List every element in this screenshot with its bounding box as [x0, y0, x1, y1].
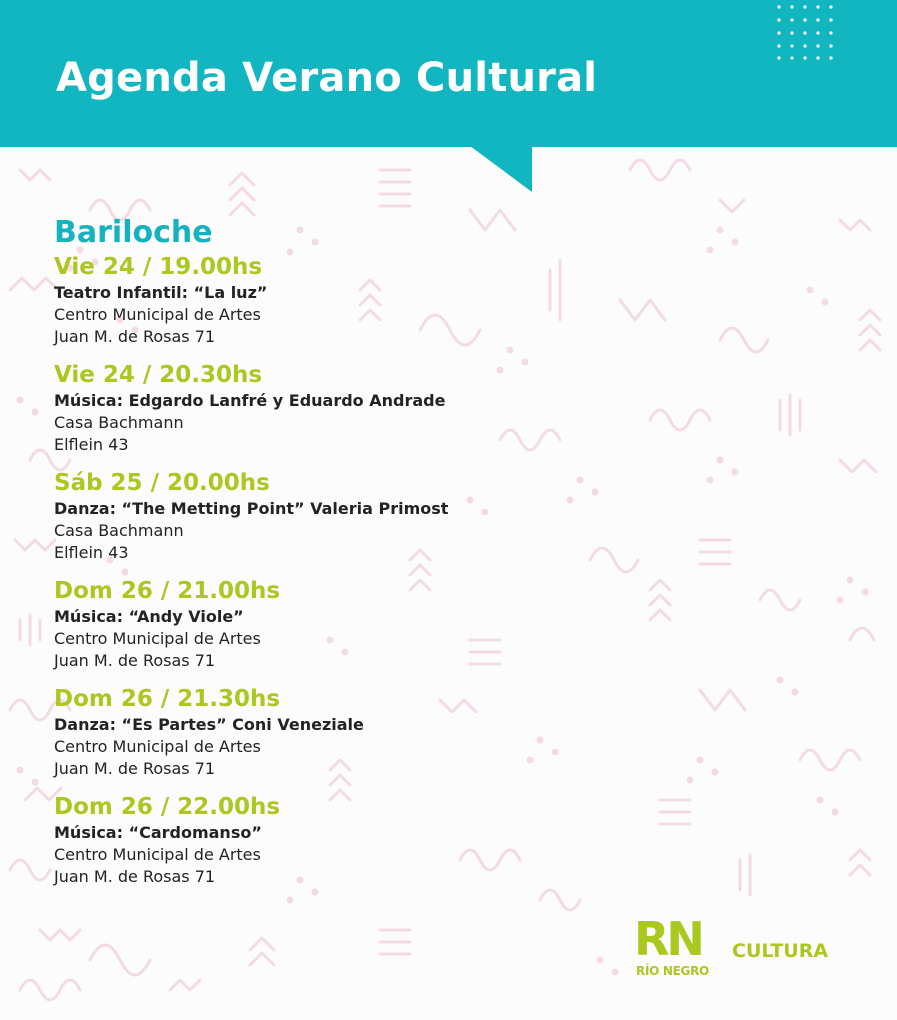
event-title: Teatro Infantil: “La luz”: [54, 283, 268, 302]
event-venue: Centro Municipal de Artes: [54, 305, 261, 324]
logo-mark: RN: [634, 912, 702, 966]
logo-section-label: CULTURA: [732, 940, 829, 962]
event-title: Danza: “Es Partes” Coni Veneziale: [54, 715, 364, 734]
event-address: Juan M. de Rosas 71: [54, 651, 216, 670]
event-datetime: Dom 26 / 21.00hs: [54, 578, 281, 604]
event-item: [54, 468, 614, 564]
event-address: Elflein 43: [54, 543, 129, 562]
event-venue: Centro Municipal de Artes: [54, 845, 261, 864]
event-venue: Casa Bachmann: [54, 521, 184, 540]
event-item: [54, 684, 614, 780]
event-datetime: Vie 24 / 19.00hs: [54, 254, 263, 280]
event-item: [54, 792, 614, 888]
event-venue: Centro Municipal de Artes: [54, 737, 261, 756]
event-venue: Centro Municipal de Artes: [54, 629, 261, 648]
event-address: Juan M. de Rosas 71: [54, 759, 216, 778]
event-datetime: Vie 24 / 20.30hs: [54, 362, 263, 388]
event-title: Música: “Andy Viole”: [54, 607, 244, 626]
logo-subtitle: RÍO NEGRO: [636, 964, 709, 978]
dot-grid-decoration: [776, 4, 836, 60]
event-item: [54, 576, 614, 672]
event-title: Música: “Cardomanso”: [54, 823, 262, 842]
event-item: [54, 252, 614, 348]
city-heading: Bariloche: [54, 215, 213, 250]
event-title: Música: Edgardo Lanfré y Eduardo Andrade: [54, 391, 446, 410]
event-datetime: Sáb 25 / 20.00hs: [54, 470, 270, 496]
event-datetime: Dom 26 / 22.00hs: [54, 794, 281, 820]
event-venue: Casa Bachmann: [54, 413, 184, 432]
event-title: Danza: “The Metting Point” Valeria Primost: [54, 499, 449, 518]
event-item: [54, 360, 614, 456]
agenda-content: [54, 214, 614, 888]
event-datetime: Dom 26 / 21.30hs: [54, 686, 281, 712]
event-address: Juan M. de Rosas 71: [54, 327, 216, 346]
rio-negro-cultura-logo: [634, 912, 844, 988]
page-title: Agenda Verano Cultural: [56, 55, 598, 101]
event-address: Elflein 43: [54, 435, 129, 454]
event-address: Juan M. de Rosas 71: [54, 867, 216, 886]
